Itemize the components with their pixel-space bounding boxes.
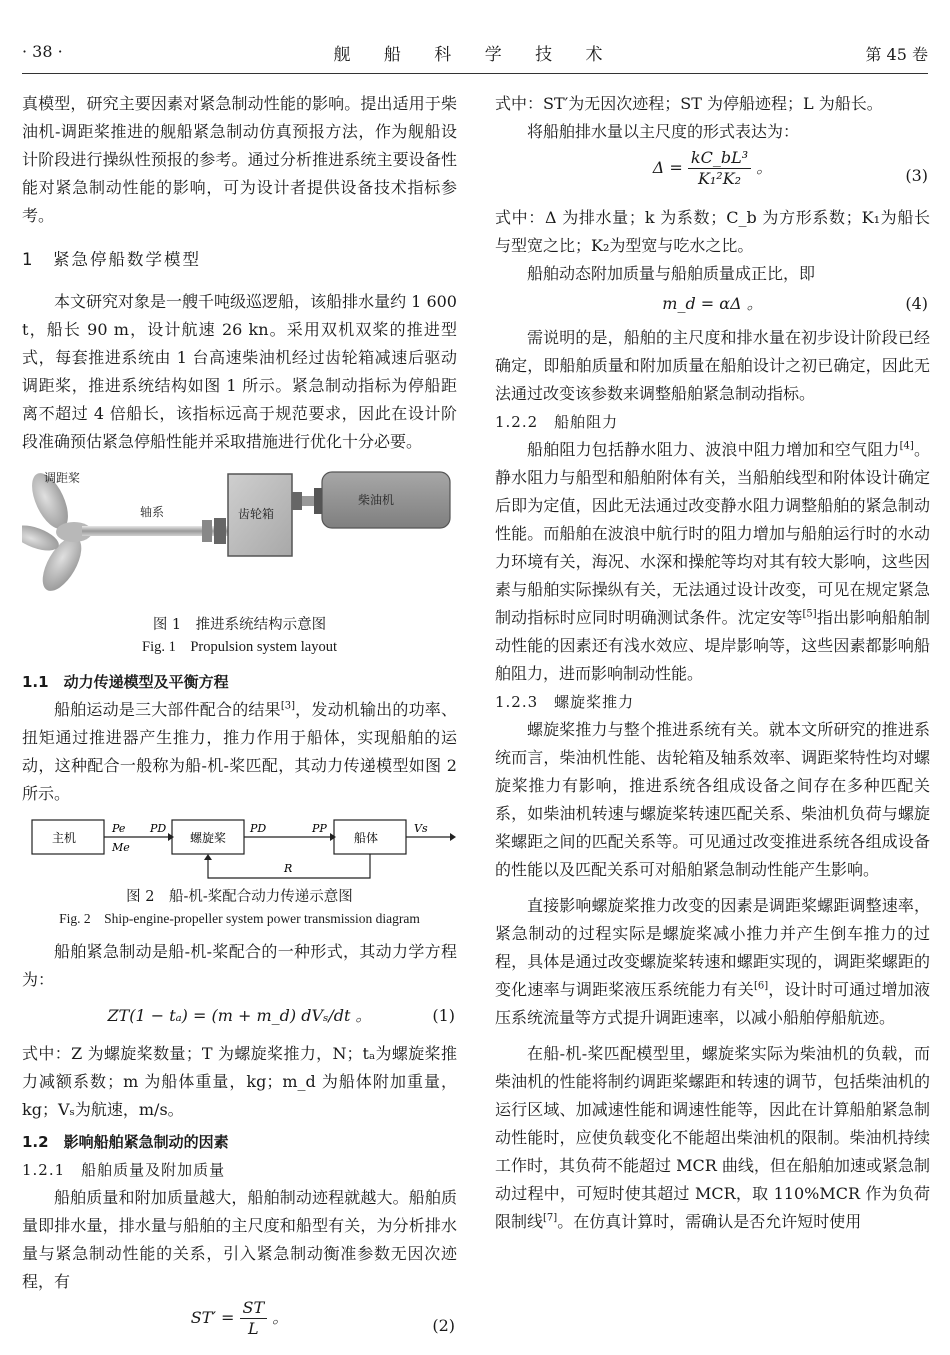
equation-2-fraction (240, 1298, 268, 1339)
volume-label: 第 45 卷 (865, 45, 928, 64)
header-rule (22, 73, 928, 74)
label-main-engine: 主机 (52, 831, 77, 845)
equation-4-number: (4) (905, 294, 928, 313)
section-1-2-2-heading: 1.2.2 船舶阻力 (495, 413, 619, 431)
equation-2 (22, 1296, 457, 1354)
paragraph-power-transmission (22, 696, 457, 808)
page-number: · 38 · (22, 42, 63, 61)
paragraph-pitch-rate (495, 892, 930, 1032)
citation-4[interactable]: [4] (899, 440, 914, 452)
citation-5[interactable]: [5] (802, 608, 817, 620)
left-column (22, 90, 457, 1354)
paragraph-power-transmission-b: ，发动机输出的功率、扭矩通过推进器产生推力，推力作用于船体，实现船舶的运动，这种配合一般称为船-机-桨匹配，其动力传递模型如图 2 所示。 (22, 700, 457, 803)
intro-paragraph: 真模型，研究主要因素对紧急制动性能的影响。提出适用于柴油机-调距桨推进的舰船紧急制动仿真预报方法，作为舰船设计阶段进行操纵性预报的参考。通过分析推进系统主要设备性能对紧急制动性能的影响，可为设计者提供设备技术指标参考。 (22, 94, 457, 225)
citation-3[interactable]: [3] (280, 700, 295, 712)
label-gearbox: 齿轮箱 (238, 507, 275, 521)
equation-1 (22, 994, 457, 1040)
paragraph-ship-resistance-a: 船舶阻力包括静水阻力、波浪中阻力增加和空气阻力 (527, 440, 900, 459)
section-1-1-heading: 1.1 动力传递模型及平衡方程 (22, 673, 229, 691)
propulsion-layout-diagram (22, 466, 457, 614)
label-hull: 船体 (354, 831, 379, 845)
equation-2-numerator: ST (240, 1298, 268, 1319)
citation-7[interactable]: [7] (543, 1212, 558, 1224)
section-1-2-heading: 1.2 影响船舶紧急制动的因素 (22, 1133, 229, 1151)
equation-3-denominator: K₁²K₂ (697, 169, 742, 188)
equation-3 (495, 146, 930, 204)
propeller-shape (22, 468, 92, 597)
equation-4-formula: m_d = αΔ 。 (662, 294, 763, 313)
equation-2-number: (2) (432, 1316, 455, 1335)
equation-1-number: (1) (432, 1006, 455, 1025)
label-r: R (284, 862, 293, 875)
figure-2 (22, 816, 457, 886)
figure-2-caption-en: Fig. 2 Ship-engine-propeller system power transmission diagram (59, 911, 420, 926)
paragraph-pitch-rate-a: 直接影响螺旋桨推力改变的因素是调距桨螺距调整速率，紧急制动的过程实际是螺旋桨减小推力并产生倒车推力的过程，具体是通过改变螺旋桨转速和螺距实现的，调距桨螺距的变化速率与调距桨液压系统能力有关 (495, 896, 930, 999)
equation-2-denominator: L (248, 1319, 259, 1338)
label-propeller: 调距桨 (44, 471, 81, 485)
paragraph-engine-limits-a: 在船-机-桨匹配模型里，螺旋桨实际为柴油机的负载，而柴油机的性能将制约调距桨螺距和转速的调节，包括柴油机的运行区域、加减速性能和调速性能等，因此在计算船舶紧急制动性能时，应使负载变化不能超出柴油机的限制。柴油机持续工作时，其负荷不能超过 MCR 曲线，但在船舶加速或紧急制动过程中，可短时使其超过 MCR，取 110%MCR 作为负荷限制线 (495, 1044, 930, 1231)
paragraph-power-transmission-a: 船舶运动是三大部件配合的结果 (54, 700, 281, 719)
equation-2-lhs: ST′ = (190, 1308, 235, 1327)
equation-3-lhs: Δ = (652, 158, 683, 177)
equation-4 (495, 288, 930, 324)
paragraph-ship-resistance-c: 指出影响船舶制动性能的因素还有浅水效应、堤岸影响等，这些因素都影响船舶阻力，进而影响制动性能。 (495, 608, 930, 683)
paragraph-research-object: 本文研究对象是一艘千吨级巡逻船，该船排水量约 1 600 t，船长 90 m，设计航速 26 kn。采用双机双桨的推进型式，每套推进系统由 1 台高速柴油机经过齿轮箱减速后驱动调距桨，推进系统结构如图 1 所示。紧急制动指标为停船距离不超过 4 倍船长，该指标远高于规范要求，因此在设计阶段准确预估紧急停船性能并采取措施进行优化十分必要。 (22, 292, 457, 451)
figure-1-caption-en: Fig. 1 Propulsion system layout (142, 639, 337, 655)
equation-3-number: (3) (905, 166, 928, 185)
section-1-2-3-heading: 1.2.3 螺旋桨推力 (495, 693, 635, 711)
figure-2-caption-cn: 图 2 船-机-桨配合动力传递示意图 (126, 889, 353, 905)
label-pp: PP (312, 822, 327, 835)
label-pd-out: PD (250, 822, 267, 835)
paragraph-design-note: 需说明的是，船舶的主尺度和排水量在初步设计阶段已经确定，即船舶质量和附加质量在船舶设计之初已确定，因此无法通过改变该参数来调整船舶紧急制动指标。 (495, 328, 930, 403)
journal-title: 舰 船 科 学 技 术 (333, 45, 617, 65)
label-me: Me (112, 841, 130, 854)
paragraph-pitch-rate-b: ，设计时可通过增加液压系统流量等方式提升调距速率，以减小船舶停船航迹。 (495, 980, 930, 1027)
paragraph-eq1-symbols: 式中：Z 为螺旋桨数量；T 为螺旋桨推力，N；tₐ为螺旋桨推力减额系数；m 为船体重量，kg；m_d 为船体附加重量，kg；Vₛ为航速，m/s。 (22, 1044, 457, 1119)
power-transmission-diagram (22, 816, 457, 886)
equation-2-tail: 。 (272, 1308, 289, 1327)
label-engine: 柴油机 (358, 493, 395, 507)
paragraph-eq2-symbols: 式中：ST′为无因次迹程；ST 为停船迹程；L 为船长。 (495, 94, 883, 113)
section-1-heading: 1 紧急停船数学模型 (22, 250, 201, 269)
label-propeller-box: 螺旋桨 (190, 831, 227, 845)
paragraph-dynamics-intro: 船舶紧急制动是船-机-桨配合的一种形式，其动力学方程为： (22, 942, 457, 989)
paragraph-ship-resistance (495, 436, 930, 688)
equation-3-fraction (688, 148, 751, 189)
paragraph-engine-limits (495, 1040, 930, 1236)
paragraph-displacement-intro: 将船舶排水量以主尺度的形式表达为： (527, 122, 800, 141)
equation-3-numerator: kC_bL³ (688, 148, 751, 169)
right-column (495, 90, 930, 1236)
label-pe: Pe (112, 822, 126, 835)
label-shaft: 轴系 (140, 505, 165, 519)
paragraph-added-mass: 船舶动态附加质量与船舶质量成正比，即 (527, 264, 816, 283)
label-vs: Vs (414, 822, 428, 835)
paragraph-ship-resistance-b: 。静水阻力与船型和船舶附体有关，当船舶线型和附体设计确定后即为定值，因此无法通过改变静水阻力调整船舶的紧急制动性能。而船舶在波浪中航行时的阻力增加与船舶运行时的水动力环境有关，海况、水深和操舵等均对其有较大影响，这些因素与船舶实际操纵有关，无法通过设计改变，可见在规定紧急制动指标时应同时明确测试条件。沈定安等 (495, 440, 930, 627)
figure-1-caption-cn: 图 1 推进系统结构示意图 (152, 617, 327, 633)
page-header (22, 40, 928, 66)
equation-1-formula: ZT(1 − tₐ) = (m + m_d) dVₛ/dt 。 (107, 1006, 372, 1025)
paragraph-eq3-symbols: 式中：Δ 为排水量；k 为系数；C_b 为方形系数；K₁为船长与型宽之比；K₂为型宽与吃水之比。 (495, 208, 930, 255)
paragraph-engine-limits-b: 。在仿真计算时，需确认是否允许短时使用 (557, 1212, 862, 1231)
equation-3-tail: 。 (756, 158, 773, 177)
section-1-2-1-heading: 1.2.1 船舶质量及附加质量 (22, 1161, 226, 1179)
label-pd-in: PD (150, 822, 167, 835)
paragraph-ship-mass: 船舶质量和附加质量越大，船舶制动迹程就越大。船舶质量即排水量，排水量与船舶的主尺度和船型有关，为分析排水量与紧急制动性能的关系，引入紧急制动衡准参数无因次迹程，有 (22, 1188, 457, 1291)
citation-6[interactable]: [6] (753, 980, 769, 992)
figure-1 (22, 466, 457, 614)
paragraph-propeller-thrust: 螺旋桨推力与整个推进系统有关。就本文所研究的推进系统而言，柴油机性能、齿轮箱及轴系效率、调距桨特性均对螺旋桨推力有影响，推进系统各组成设备之间存在多种匹配关系，如柴油机转速与螺旋桨转速匹配关系、柴油机负荷与螺旋桨螺距之间的匹配关系等。可见通过改变推进系统各组成设备的性能以及匹配关系可对船舶紧急制动性能产生影响。 (495, 720, 930, 879)
